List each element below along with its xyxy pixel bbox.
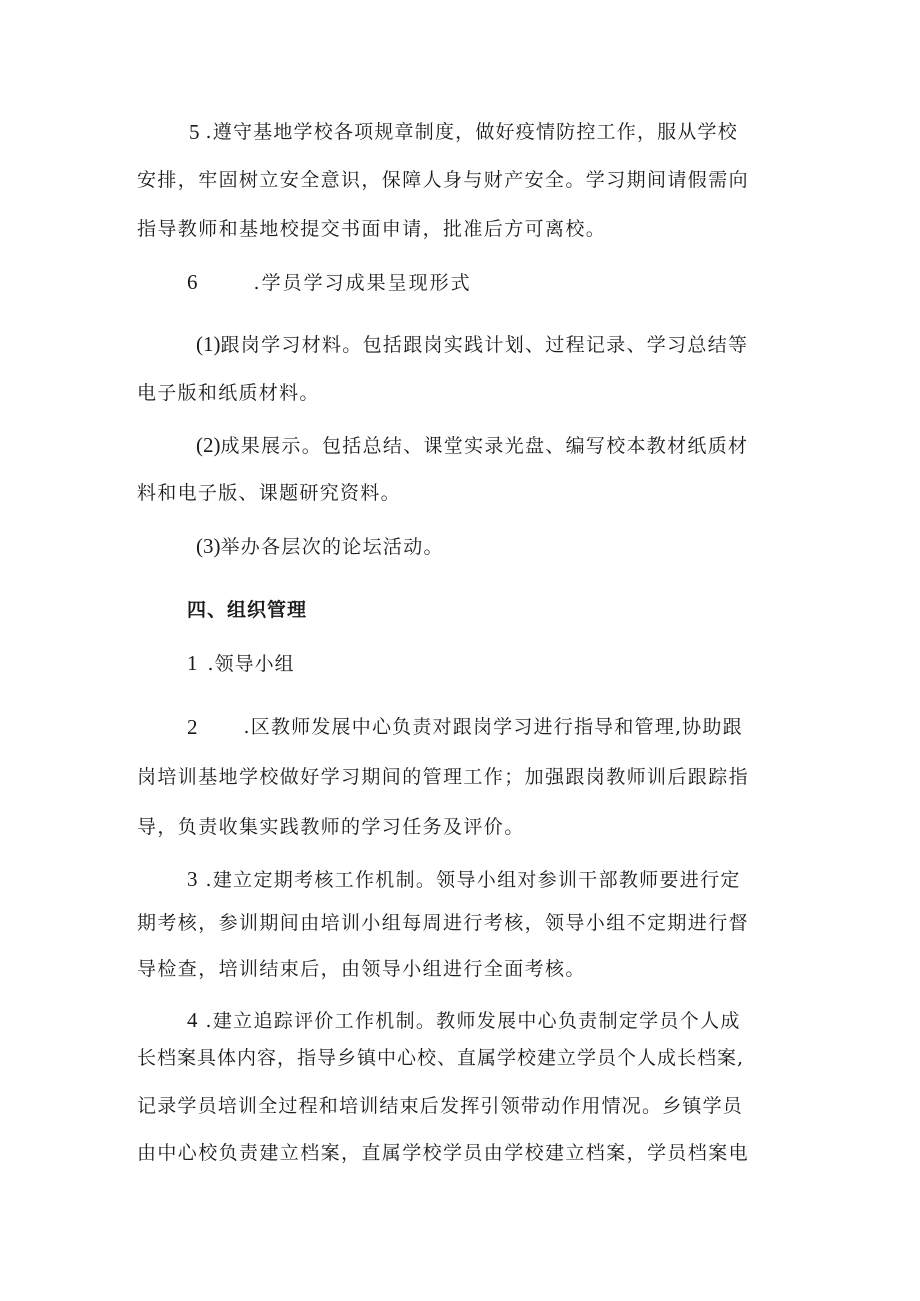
sub2-number: 2: [187, 715, 198, 739]
para5-line2: 安排，牢固树立安全意识，保障人身与财产安全。学习期间请假需向: [137, 169, 750, 191]
sub3-line2: 期考核，参训期间由培训小组每周进行考核，领导小组不定期进行督: [137, 912, 750, 934]
item2-line1: [196, 433, 796, 458]
sub2-text-line1: .区教师发展中心负责对跟岗学习进行指导和管理,协助跟: [243, 716, 743, 738]
sub3-text-line1: .建立定期考核工作机制。领导小组对参训干部教师要进行定: [205, 869, 741, 891]
item1-text-line1: 跟岗学习材料。包括跟岗实践计划、过程记录、学习总结等: [220, 334, 749, 356]
sub4-number: 4: [187, 1008, 198, 1032]
para5-line1: [189, 120, 789, 144]
sub3-line3: 导检查，培训结束后，由领导小组进行全面考核。: [137, 958, 586, 980]
item3-line: [196, 534, 596, 559]
sub1-text: .领导小组: [207, 653, 295, 675]
sub4-text-line1: .建立追踪评价工作机制。教师发展中心负责制定学员个人成: [205, 1010, 741, 1032]
section-heading: 四、组织管理: [187, 599, 308, 621]
para6-number: 6: [187, 270, 198, 294]
sub4-line3: 记录学员培训全过程和培训结束后发挥引领带动作用情况。乡镇学员: [137, 1095, 744, 1117]
item2-line2: 料和电子版、课题研究资料。: [137, 482, 401, 504]
para6-line: [187, 270, 587, 295]
sub3-line1: [187, 867, 797, 892]
sub1-line: [187, 651, 487, 676]
sub3-number: 3: [187, 867, 198, 891]
para5-number: 5: [189, 120, 200, 144]
item2-number: (2): [196, 433, 221, 457]
item3-text: 举办各层次的论坛活动。: [220, 536, 444, 558]
item2-text-line1: 成果展示。包括总结、课堂实录光盘、编写校本教材纸质材: [220, 435, 749, 457]
item1-line2: 电子版和纸质材料。: [137, 382, 320, 404]
sub4-line4: 由中心校负责建立档案，直属学校学员由学校建立档案，学员档案电: [137, 1142, 750, 1164]
para6-text: .学员学习成果呈现形式: [253, 272, 472, 294]
sub2-line2: 岗培训基地学校做好学习期间的管理工作；加强跟岗教师训后跟踪指: [137, 766, 750, 788]
sub2-line1: [187, 715, 789, 739]
sub1-number: 1: [187, 651, 198, 675]
sub4-line2: 长档案具体内容，指导乡镇中心校、直属学校建立学员个人成长档案,: [137, 1047, 745, 1069]
sub4-line1: [187, 1008, 797, 1033]
sub2-line3: 导，负责收集实践教师的学习任务及评价。: [137, 816, 525, 838]
item3-number: (3): [196, 534, 221, 558]
para5-text-line1: .遵守基地学校各项规章制度，做好疫情防控工作，服从学校: [205, 121, 738, 143]
item1-number: (1): [196, 332, 221, 356]
para5-line3: 指导教师和基地校提交书面申请，批准后方可离校。: [137, 218, 607, 240]
item1-line1: [196, 332, 796, 357]
